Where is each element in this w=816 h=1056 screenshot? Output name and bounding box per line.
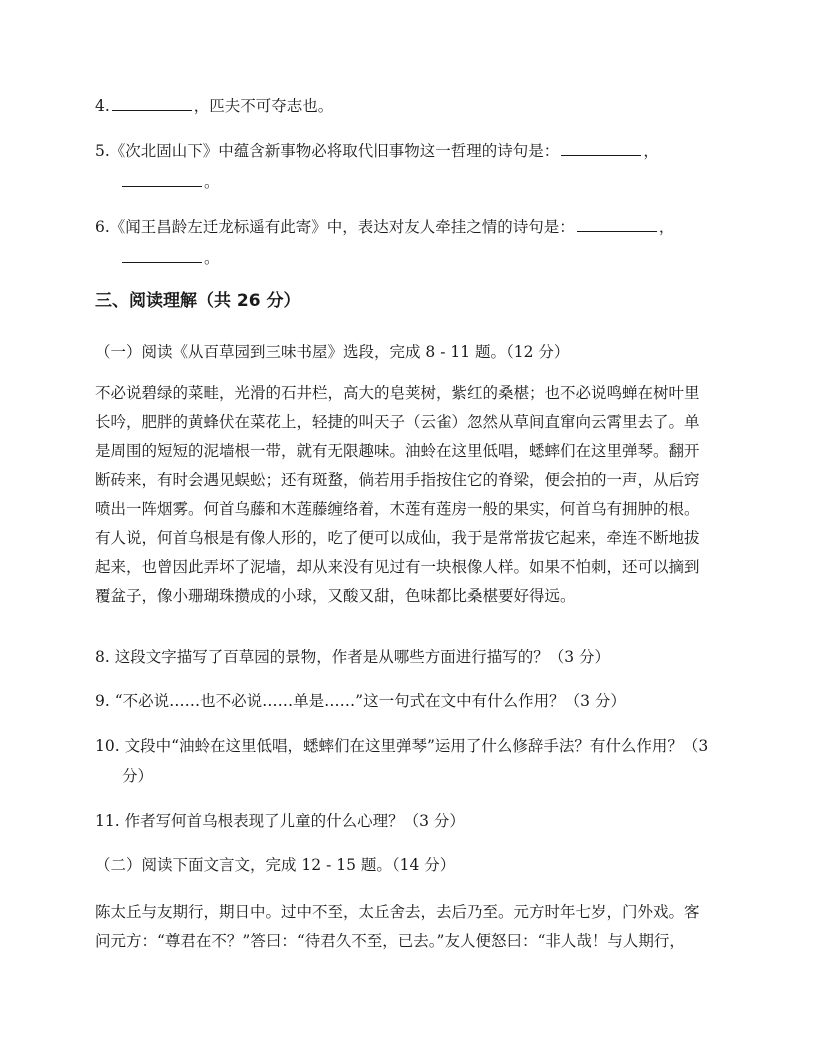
question-text: ，匹夫不可夺志也。 [193,97,334,115]
line-end: 。 [204,249,220,267]
question-10-continued: 分） [122,767,154,785]
question-8: 8. 这段文字描写了百草园的景物，作者是从哪些方面进行描写的？（3 分） [95,648,611,666]
passage-line: 喷出一阵烟雾。何首乌藤和木莲藤缠络着，木莲有莲房一般的果实，何首乌有拥肿的根。 [95,500,700,518]
part2-intro: （二）阅读下面文言文，完成 12 - 15 题。（14 分） [95,856,456,874]
passage-line: 覆盆子，像小珊瑚珠攒成的小球，又酸又甜，色味都比桑椹要好得远。 [95,587,576,605]
answer-blank[interactable] [112,96,192,111]
passage-2 [95,898,727,956]
passage-line: 起来，也曾因此弄坏了泥墙，却从来没有见过有一块根像人样。如果不怕刺，还可以摘到 [95,558,700,576]
passage-line: 不必说碧绿的菜畦，光滑的石井栏，高大的皂荚树，紫红的桑椹；也不必说鸣蝉在树叶里 [95,384,700,402]
question-number: 4. [95,97,110,115]
passage-line: 陈太丘与友期行，期日中。过中不至，太丘舍去，去后乃至。元方时年七岁，门外戏。客 [95,903,700,921]
question-5 [95,141,725,161]
separator: ， [658,218,675,236]
question-text: 《次北固山下》中蕴含新事物必将取代旧事物这一哲理的诗句是： [109,142,560,160]
passage-line: 是周围的短短的泥墙根一带，就有无限趣味。油蛉在这里低唱，蟋蟀们在这里弹琴。翻开 [95,442,700,460]
question-5-continued [122,172,752,192]
question-11: 11. 作者写何首乌根表现了儿童的什么心理？（3 分） [95,812,465,830]
answer-blank[interactable] [561,141,641,156]
question-4 [95,96,725,116]
question-10: 10. 文段中“油蛉在这里低唱，蟋蟀们在这里弹琴”运用了什么修辞手法？有什么作用？（3 [95,737,709,755]
answer-blank[interactable] [122,172,202,187]
line-end: 。 [204,173,220,191]
question-text: 《闻王昌龄左迁龙标遥有此寄》中，表达对友人牵挂之情的诗句是： [109,218,575,236]
separator: ， [643,142,659,160]
passage-line: 有人说，何首乌根是有像人形的，吃了便可以成仙，我于是常常拔它起来，牵连不断地拔 [95,529,700,547]
passage-line: 长吟，肥胖的黄蜂伏在菜花上，轻捷的叫天子（云雀）忽然从草间直窜向云霄里去了。单 [95,413,700,431]
section-heading: 三、阅读理解（共 26 分） [95,291,301,311]
passage-line: 问元方：“尊君在不？”答曰：“待君久不至，已去。”友人便怒曰：“非人哉！与人期行， [95,932,685,950]
question-number: 5. [95,142,110,160]
part1-intro: （一）阅读《从百草园到三味书屋》选段，完成 8 - 11 题。（12 分） [95,343,570,361]
answer-blank[interactable] [577,217,657,232]
answer-blank[interactable] [122,248,202,263]
passage-1 [95,379,727,611]
question-6-continued [122,248,752,268]
question-number: 6. [95,218,110,236]
passage-line: 断砖来，有时会遇见蜈蚣；还有斑蝥，倘若用手指按住它的脊梁，便会拍的一声，从后窍 [95,471,700,489]
question-6 [95,217,725,237]
question-9: 9. “不必说……也不必说……单是……”这一句式在文中有什么作用？（3 分） [95,692,626,710]
